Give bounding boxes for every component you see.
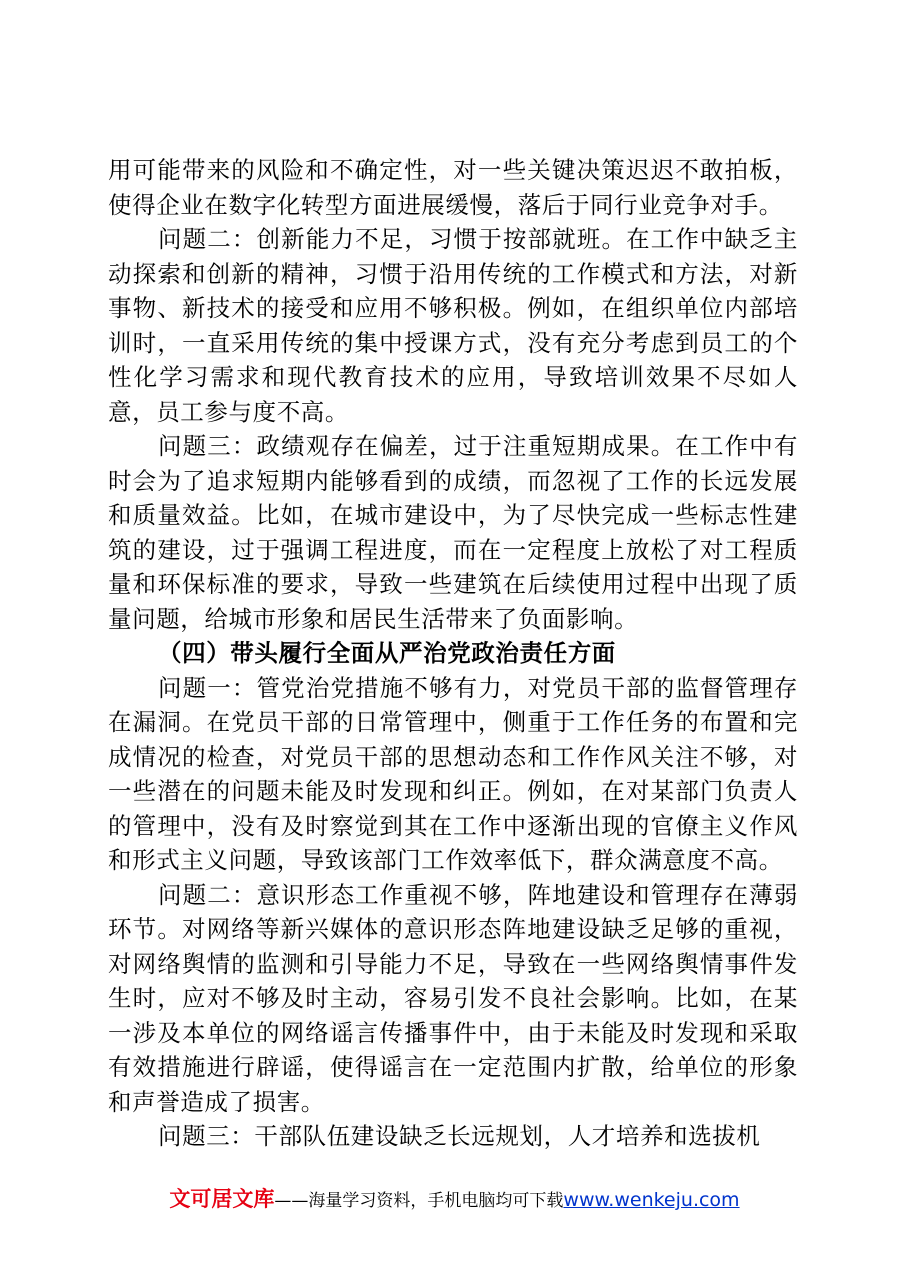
paragraph-continuation: 用可能带来的风险和不确定性，对一些关键决策迟迟不敢拍板，使得企业在数字化转型方面进展缓慢，落后于同行业竞争对手。 xyxy=(108,156,798,219)
paragraph-problem-three-performance: 问题三：政绩观存在偏差，过于注重短期成果。在工作中有时会为了追求短期内能够看到的成绩，而忽视了工作的长远发展和质量效益。比如，在城市建设中，为了尽快完成一些标志性建筑的建设，过于强调工程进度，而在一定程度上放松了对工程质量和环保标准的要求，导致一些建筑在后续使用过程中出现了质量问题，给城市形象和居民生活带来了负面影响。 xyxy=(108,432,798,633)
document-body xyxy=(108,153,798,1154)
paragraph-problem-two-ideology: 问题二：意识形态工作重视不够，阵地建设和管理存在薄弱环节。对网络等新兴媒体的意识形态阵地建设缺乏足够的重视，对网络舆情的监测和引导能力不足，导致在一些网络舆情事件发生时，应对不够及时主动，容易引发不良社会影响。比如，在某一涉及本单位的网络谣言传播事件中，由于未能及时发现和采取有效措施进行辟谣，使得谣言在一定范围内扩散，给单位的形象和声誉造成了损害。 xyxy=(108,880,798,1116)
paragraph-problem-one-supervision: 问题一：管党治党措施不够有力，对党员干部的监督管理存在漏洞。在党员干部的日常管理中，侧重于工作任务的布置和完成情况的检查，对党员干部的思想动态和工作作风关注不够，对一些潜在的问题未能及时发现和纠正。例如，在对某部门负责人的管理中，没有及时察觉到其在工作中逐渐出现的官僚主义作风和形式主义问题，导致该部门工作效率低下，群众满意度不高。 xyxy=(108,673,798,874)
footer-banner xyxy=(0,1183,909,1213)
footer-tagline: ——海量学习资料，手机电脑均可下载 xyxy=(274,1191,564,1211)
paragraph-problem-three-cadre: 问题三：干部队伍建设缺乏长远规划，人才培养和选拔机 xyxy=(158,1122,761,1150)
section-heading-four: （四）带头履行全面从严治党政治责任方面 xyxy=(158,639,616,667)
footer-website-link[interactable]: www.wenkeju.com xyxy=(563,1189,740,1211)
paragraph-problem-two-innovation: 问题二：创新能力不足，习惯于按部就班。在工作中缺乏主动探索和创新的精神，习惯于沿用传统的工作模式和方法，对新事物、新技术的接受和应用不够积极。例如，在组织单位内部培训时，一直采用传统的集中授课方式，没有充分考虑到员工的个性化学习需求和现代教育技术的应用，导致培训效果不尽如人意，员工参与度不高。 xyxy=(108,225,798,426)
footer-brand: 文可居文库 xyxy=(169,1187,275,1211)
